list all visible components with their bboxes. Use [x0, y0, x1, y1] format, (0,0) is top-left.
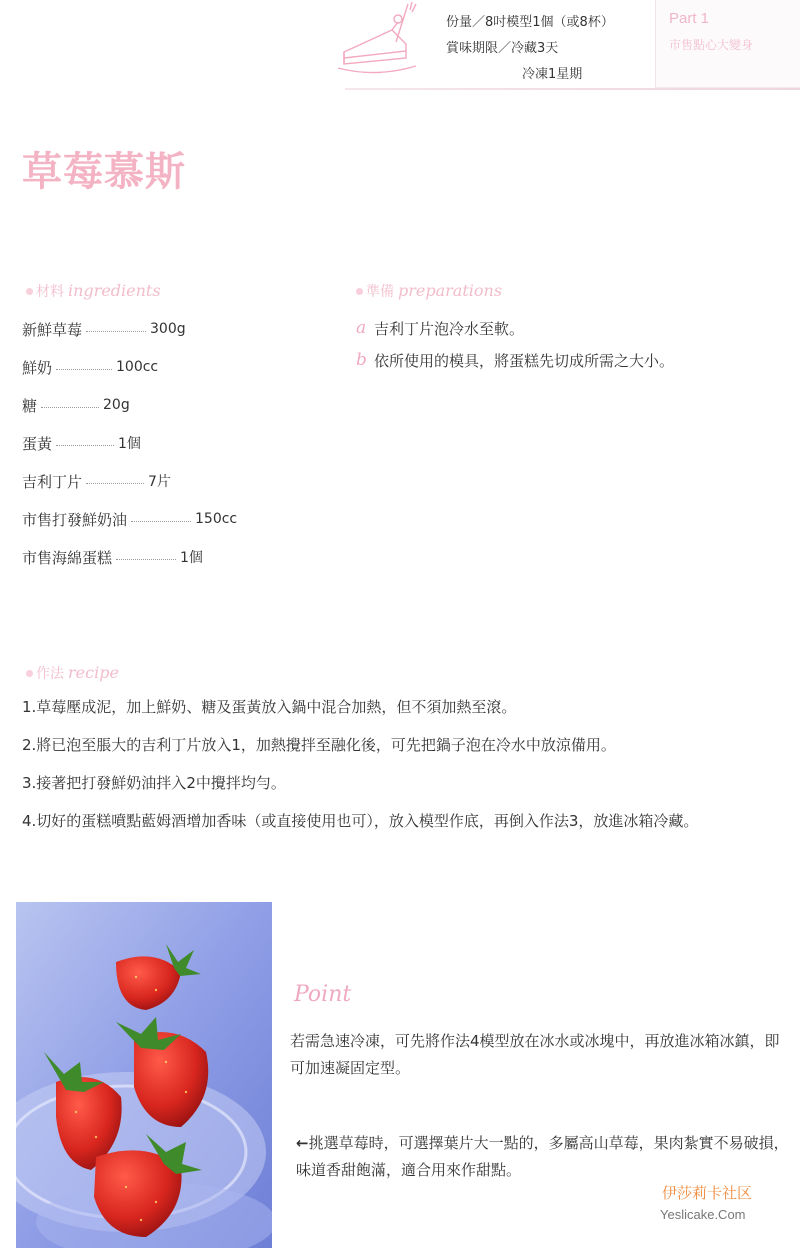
part-subtitle: 市售點心大變身: [669, 38, 754, 52]
preparations-heading: 準備 preparations: [356, 281, 502, 301]
shelf-life-line: 賞味期限／冷藏3天: [446, 41, 559, 56]
ingredient-item: 吉利丁片 7片: [22, 472, 171, 491]
heading-bullet-icon: [26, 670, 33, 677]
ingredient-item: 蛋黃 1個: [22, 434, 141, 453]
cake-slice-illustration: [336, 0, 422, 80]
preparation-item: b 依所使用的模具，將蛋糕先切成所需之大小。: [356, 350, 675, 370]
tip-text: ←挑選草莓時，可選擇葉片大一點的，多屬高山草莓，果肉紮實不易破損，味道香甜飽滿，適合用來作甜點。: [296, 1134, 789, 1179]
recipe-steps: [22, 696, 698, 848]
ingredient-item: 市售打發鮮奶油 150cc: [22, 510, 238, 529]
ingredients-list: [22, 310, 237, 576]
part-number: Part 1: [669, 10, 710, 27]
recipe-info: [446, 10, 614, 88]
arrow-left-icon: ←: [296, 1134, 309, 1152]
ingredient-item: 新鮮草莓 300g: [22, 320, 186, 339]
strawberry-photo: [16, 902, 272, 1248]
preparations-list: [356, 312, 674, 376]
part-label-box: [655, 0, 800, 88]
servings-line: 份量／8吋模型1個（或8杯）: [446, 15, 614, 30]
ingredient-item: 鮮奶 100cc: [22, 358, 159, 377]
recipe-step: 3.接著把打發鮮奶油拌入2中攪拌均勻。: [22, 774, 286, 792]
preparation-item: a 吉利丁片泡冷水至軟。: [356, 318, 525, 338]
ingredient-item: 糖 20g: [22, 396, 130, 415]
watermark-name: 伊莎莉卡社区: [662, 1184, 753, 1202]
recipe-heading: 作法 recipe: [26, 663, 119, 683]
watermark-site: Yeslicake.Com: [660, 1207, 746, 1222]
recipe-step: 2.將已泡至脹大的吉利丁片放入1，加熱攪拌至融化後，可先把鍋子泡在冷水中放涼備用。: [22, 736, 616, 754]
ingredient-item: 市售海綿蛋糕 1個: [22, 548, 203, 567]
recipe-step: 4.切好的蛋糕噴點藍姆酒增加香味（或直接使用也可），放入模型作底，再倒入作法3，放進冰箱冷藏。: [22, 812, 699, 830]
frozen-life-line: 冷凍1星期: [522, 67, 583, 82]
point-heading: Point: [294, 982, 352, 1007]
heading-bullet-icon: [26, 288, 33, 295]
point-text: 若需急速冷凍，可先將作法4模型放在冰水或冰塊中，再放進冰箱冰鎮，即可加速凝固定型。: [290, 1032, 780, 1077]
page-title: 草莓慕斯: [22, 149, 186, 195]
heading-bullet-icon: [356, 288, 363, 295]
recipe-step: 1.草莓壓成泥，加上鮮奶、糖及蛋黃放入鍋中混合加熱，但不須加熱至滾。: [22, 698, 517, 716]
header-divider: [345, 88, 800, 90]
ingredients-heading: 材料 ingredients: [26, 281, 161, 301]
